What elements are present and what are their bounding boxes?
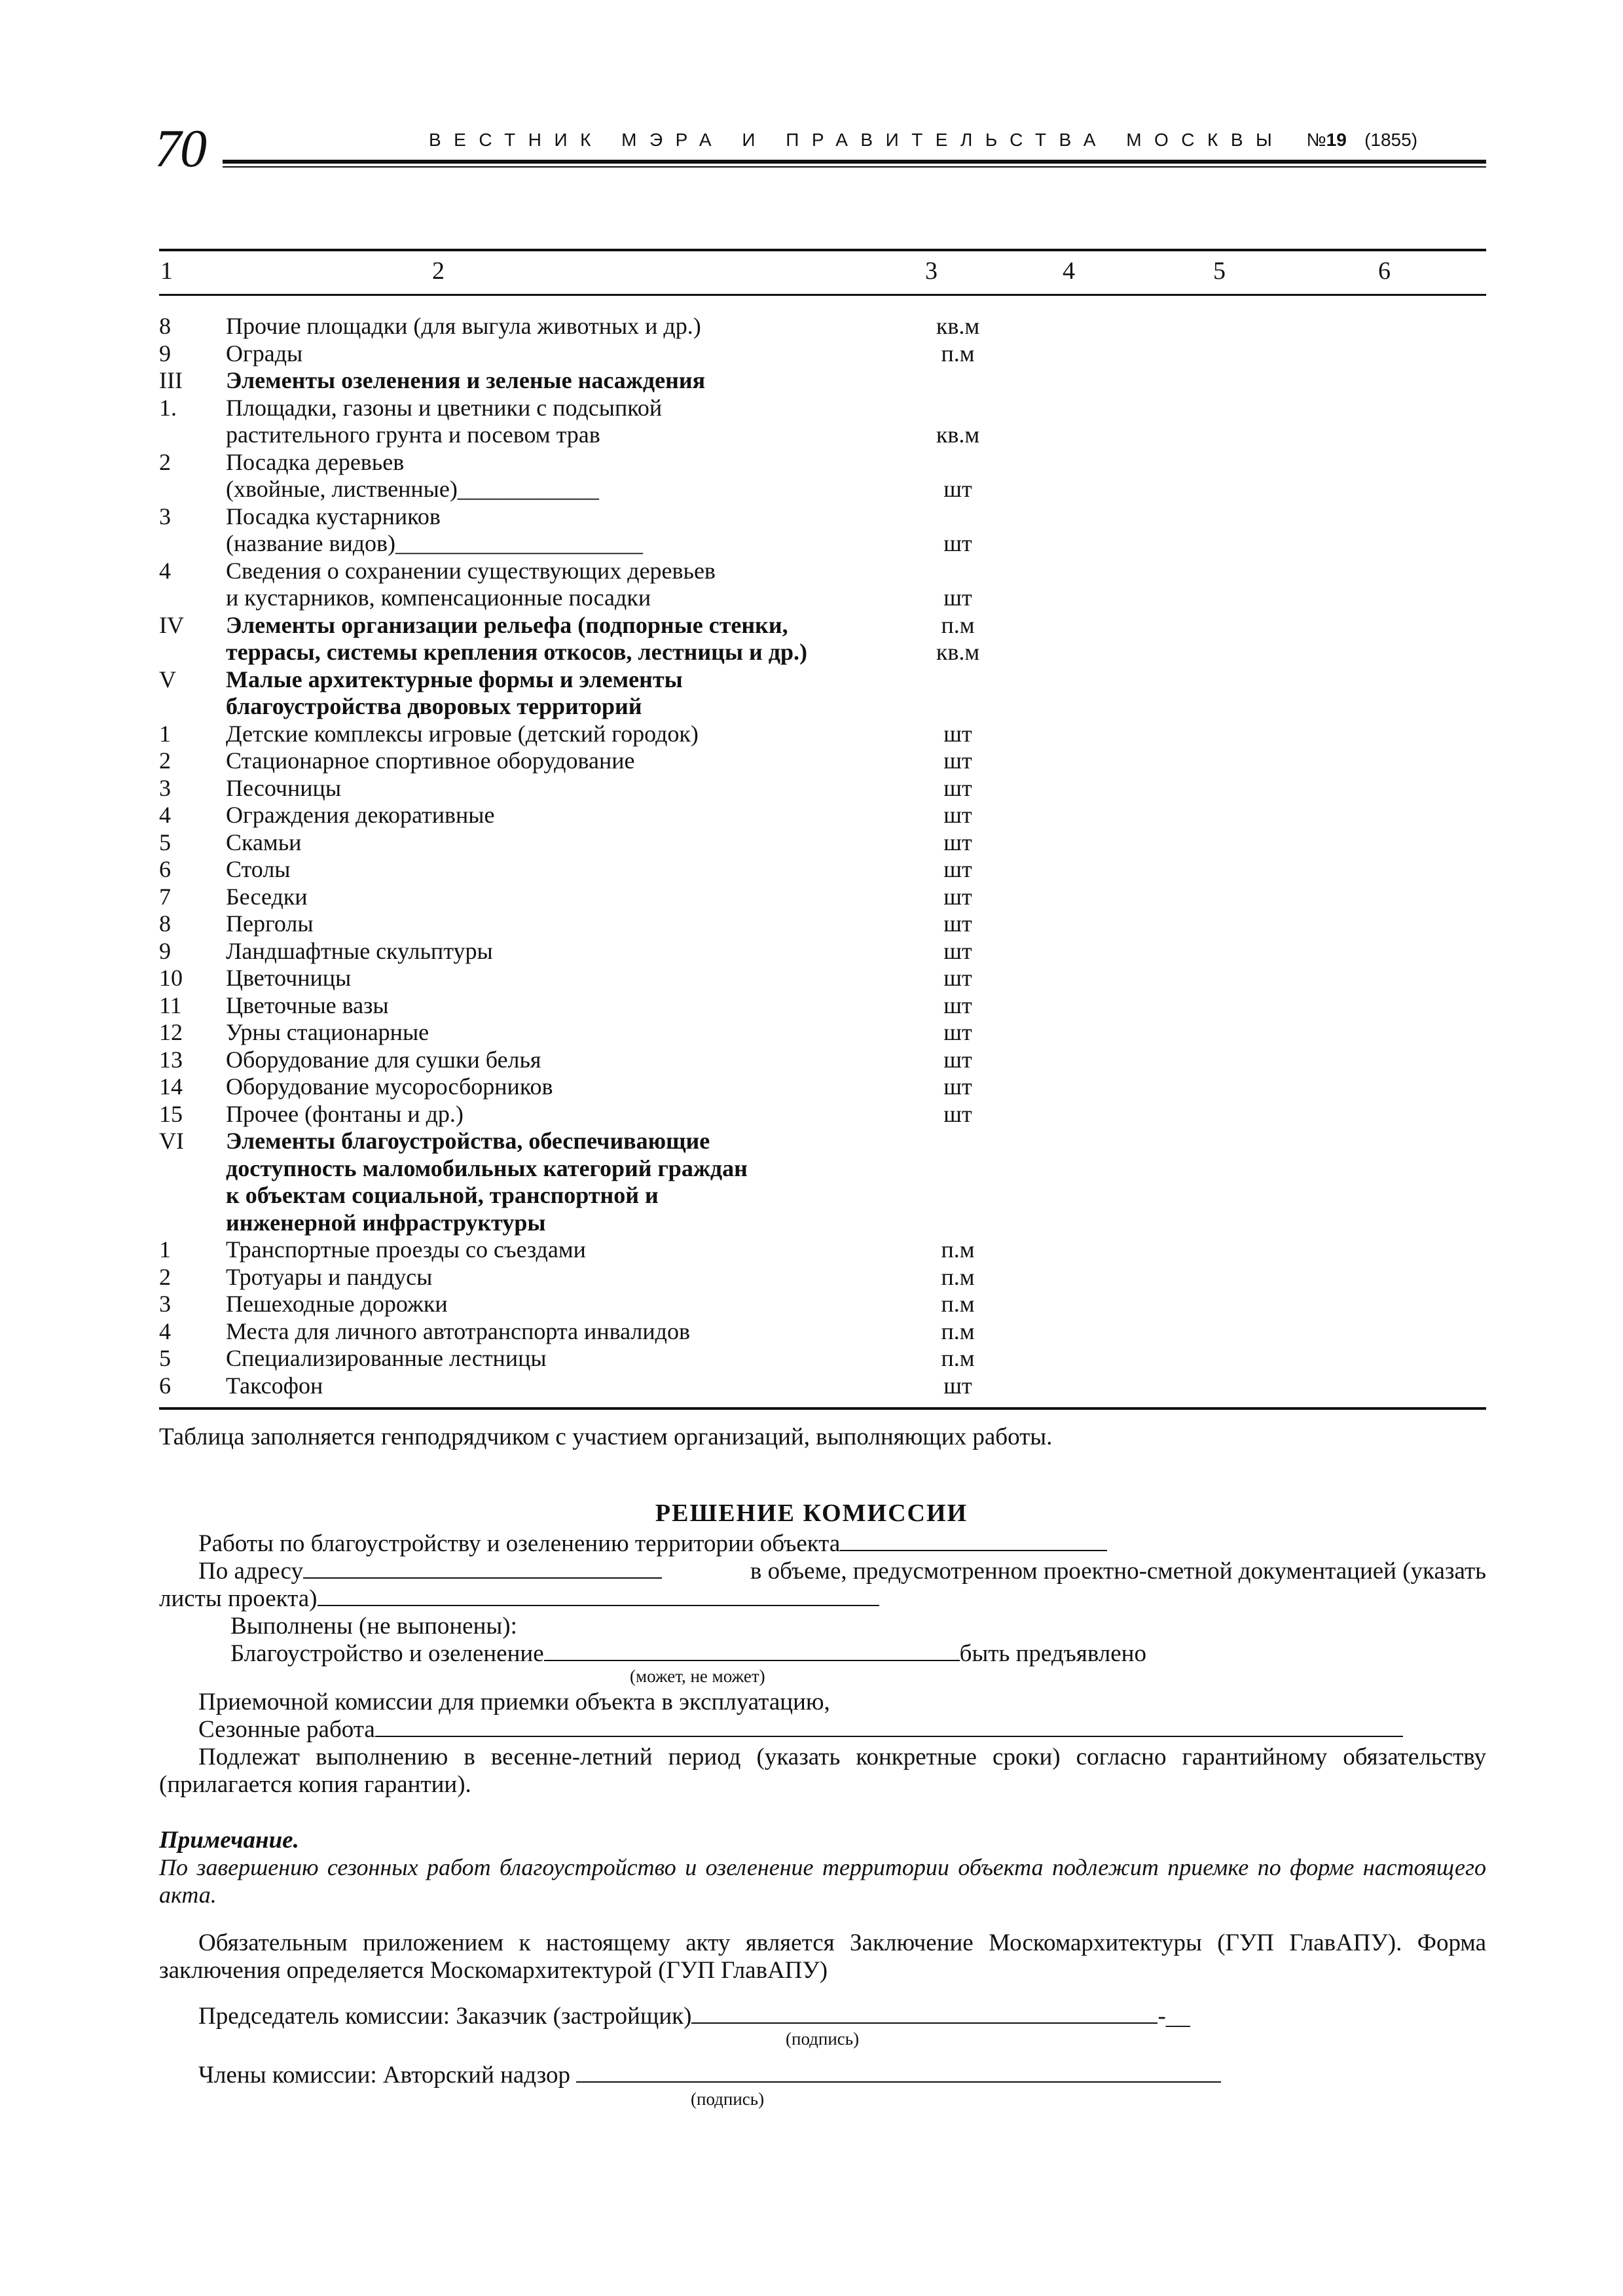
table-row	[159, 1182, 1486, 1210]
row-number: 1	[159, 720, 171, 747]
table-bottom-border	[159, 1407, 1486, 1410]
row-number: III	[159, 367, 183, 393]
column-header-3: 3	[925, 257, 938, 285]
row-number: 3	[159, 774, 171, 801]
row-description: Оборудование мусоросборников	[226, 1073, 553, 1100]
table-body	[159, 313, 1486, 1399]
row-unit: шт	[943, 829, 972, 855]
row-description: Детские комплексы игровые (детский городок)	[226, 720, 699, 747]
object-blank	[840, 1530, 1107, 1551]
table-row	[159, 938, 1486, 965]
table-row	[159, 856, 1486, 884]
table-row	[159, 775, 1486, 802]
chair-label: Председатель комиссии: Заказчик (застройщик)	[198, 2003, 692, 2030]
column-header-5: 5	[1213, 257, 1226, 285]
row-description: и кустарников, компенсационные посадки	[226, 584, 651, 611]
table-row	[159, 992, 1486, 1020]
table-row	[159, 1372, 1486, 1400]
table-row	[159, 584, 1486, 612]
row-description: Элементы озеленения и зеленые насаждения	[226, 367, 706, 393]
row-unit: шт	[943, 1100, 972, 1127]
row-description: Урны стационарные	[226, 1019, 429, 1045]
table-row	[159, 1019, 1486, 1047]
row-number: 3	[159, 503, 171, 529]
members-label: Члены комиссии: Авторский надзор	[198, 2062, 571, 2089]
row-unit: шт	[943, 992, 972, 1018]
row-unit: п.м	[941, 1236, 975, 1263]
presented-text: быть предъявлено	[959, 1640, 1146, 1667]
row-description: Малые архитектурные формы и элементы	[226, 666, 683, 692]
row-number: VI	[159, 1128, 184, 1154]
row-number: 4	[159, 1318, 171, 1344]
landscaping-label: Благоустройство и озеленение	[230, 1640, 544, 1667]
row-number: 4	[159, 802, 171, 828]
members-signature-line	[198, 2062, 1221, 2089]
row-unit: кв.м	[936, 639, 980, 665]
note-body: По завершению сезонных работ благоустройство и озеленение территории объекта подлежит приемке по форме настоящего акта.	[159, 1854, 1486, 1908]
decision-line-sheets	[159, 1585, 879, 1613]
row-unit: шт	[943, 802, 972, 828]
journal-header	[429, 131, 1489, 149]
subject-to-text: Подлежат выполнению в весенне-летний период (указать конкретные сроки) согласно гарантийному обязательству (прилагается копия гарантии).	[159, 1744, 1486, 1798]
row-unit: шт	[943, 883, 972, 910]
row-description: инженерной инфраструктуры	[226, 1209, 546, 1236]
decision-line-seasonal	[198, 1716, 1403, 1744]
row-number: 5	[159, 829, 171, 855]
table-row	[159, 476, 1486, 503]
table-row	[159, 558, 1486, 585]
row-description: Скамьи	[226, 829, 302, 855]
column-header-6: 6	[1378, 257, 1391, 285]
row-description: Цветочницы	[226, 965, 352, 991]
address-blank	[303, 1558, 662, 1579]
table-row	[159, 313, 1486, 340]
row-unit: шт	[943, 720, 972, 747]
table-row	[159, 666, 1486, 694]
row-description: к объектам социальной, транспортной и	[226, 1182, 659, 1208]
header-rule-thin	[223, 166, 1486, 168]
row-unit: шт	[943, 1046, 972, 1073]
table-row	[159, 829, 1486, 857]
row-number: 9	[159, 340, 171, 367]
table-row	[159, 530, 1486, 558]
table-row	[159, 1155, 1486, 1183]
table-row	[159, 395, 1486, 422]
table-row	[159, 910, 1486, 938]
page-number: 70	[155, 118, 206, 178]
members-blank	[576, 2062, 1221, 2083]
table-row	[159, 1073, 1486, 1101]
row-number: 11	[159, 992, 182, 1018]
issue-number: 19	[1326, 130, 1347, 150]
row-number: IV	[159, 611, 184, 638]
table-row	[159, 449, 1486, 476]
row-number: 4	[159, 557, 171, 584]
table-footnote: Таблица заполняется генподрядчиком с участием организаций, выполняющих работы.	[159, 1424, 1053, 1450]
table-row	[159, 367, 1486, 395]
row-unit: кв.м	[936, 313, 980, 339]
row-description: Таксофон	[226, 1372, 323, 1399]
address-label: По адресу	[198, 1558, 303, 1585]
table-row	[159, 1047, 1486, 1074]
table-row	[159, 1101, 1486, 1128]
header-rule	[223, 160, 1486, 164]
row-description: Столы	[226, 856, 291, 882]
row-unit: шт	[943, 530, 972, 556]
decision-line-landscaping	[230, 1640, 1146, 1668]
table-row	[159, 884, 1486, 911]
row-number: 2	[159, 448, 171, 475]
row-number: 10	[159, 965, 183, 991]
row-unit: п.м	[941, 1345, 975, 1371]
table-row	[159, 802, 1486, 829]
row-description: Площадки, газоны и цветники с подсыпкой	[226, 394, 663, 421]
row-description: Посадка кустарников	[226, 503, 441, 529]
issue-paren: (1855)	[1364, 130, 1418, 150]
note-heading: Примечание.	[159, 1827, 299, 1854]
row-description: Элементы организации рельефа (подпорные стенки,	[226, 611, 788, 638]
row-description: Места для личного автотранспорта инвалидов	[226, 1318, 690, 1344]
row-unit: п.м	[941, 340, 975, 367]
table-row	[159, 965, 1486, 992]
row-description: Прочее (фонтаны и др.)	[226, 1100, 464, 1127]
row-number: 9	[159, 937, 171, 964]
sheets-blank	[318, 1585, 879, 1606]
issue-prefix: №	[1306, 130, 1326, 150]
table-top-border	[159, 249, 1486, 251]
row-description: Посадка деревьев	[226, 448, 405, 475]
row-description: Перголы	[226, 910, 314, 937]
row-description: доступность маломобильных категорий граждан	[226, 1155, 748, 1181]
row-unit: шт	[943, 910, 972, 937]
row-description: Цветочные вазы	[226, 992, 389, 1018]
row-unit: шт	[943, 584, 972, 611]
members-signature-hint: (подпись)	[691, 2089, 765, 2109]
column-header-4: 4	[1063, 257, 1075, 285]
row-unit: шт	[943, 937, 972, 964]
row-number: 1.	[159, 394, 177, 421]
row-description: Транспортные проезды со съездами	[226, 1236, 586, 1263]
row-unit: шт	[943, 476, 972, 502]
row-description: Ограды	[226, 340, 303, 367]
row-description: Прочие площадки (для выгула животных и др.)	[226, 313, 701, 339]
commission-line: Приемочной комиссии для приемки объекта в эксплуатацию,	[198, 1689, 830, 1715]
landscaping-blank	[544, 1640, 960, 1661]
row-unit: шт	[943, 1019, 972, 1045]
chair-signature-hint: (подпись)	[786, 2029, 860, 2049]
table-row	[159, 1264, 1486, 1291]
seasonal-blank	[375, 1716, 1403, 1737]
row-number: 12	[159, 1019, 183, 1045]
table-row	[159, 639, 1486, 666]
may-hint: (может, не может)	[630, 1666, 765, 1686]
sheets-label: листы проекта)	[159, 1585, 318, 1612]
row-number: 5	[159, 1345, 171, 1371]
table-row	[159, 422, 1486, 449]
completed-label: Выполнены (не выпонены):	[230, 1613, 517, 1640]
row-number: V	[159, 666, 176, 692]
row-description: Оборудование для сушки белья	[226, 1046, 541, 1073]
row-unit: шт	[943, 856, 972, 882]
table-row	[159, 721, 1486, 748]
table-row	[159, 1318, 1486, 1346]
row-unit: кв.м	[936, 422, 980, 448]
row-description: Элементы благоустройства, обеспечивающие	[226, 1128, 710, 1154]
table-row	[159, 1345, 1486, 1372]
row-description: Ландшафтные скульптуры	[226, 937, 493, 964]
chair-signature-line	[198, 2003, 1190, 2030]
row-number: 3	[159, 1291, 171, 1317]
row-unit: шт	[943, 1073, 972, 1100]
row-description: (хвойные, лиственные)____________	[226, 476, 599, 502]
row-description: благоустройства дворовых территорий	[226, 693, 642, 719]
table-row	[159, 503, 1486, 531]
row-description: террасы, системы крепления откосов, лестницы и др.)	[226, 639, 807, 665]
row-description: Сведения о сохранении существующих деревьев	[226, 557, 716, 584]
row-number: 2	[159, 1263, 171, 1290]
row-number: 6	[159, 1372, 171, 1399]
row-unit: п.м	[941, 1291, 975, 1317]
row-description: (название видов)_____________________	[226, 530, 644, 556]
table-row	[159, 1291, 1486, 1318]
seasonal-label: Сезонные работа	[198, 1716, 375, 1743]
row-description: Пешеходные дорожки	[226, 1291, 448, 1317]
row-number: 8	[159, 313, 171, 339]
row-description: растительного грунта и посевом трав	[226, 422, 600, 448]
attachment-text: Обязательным приложением к настоящему акту является Заключение Москомархитектуры (ГУП ГлавАПУ). Форма заключения определяется Москомархитектурой (ГУП ГлавАПУ)	[159, 1929, 1486, 1984]
row-description: Песочницы	[226, 774, 342, 801]
row-description: Стационарное спортивное оборудование	[226, 747, 635, 774]
table-row	[159, 1210, 1486, 1237]
row-number: 13	[159, 1046, 183, 1073]
table-row	[159, 340, 1486, 368]
row-unit: шт	[943, 965, 972, 991]
volume-text: в объеме, предусмотренном проектно-сметной документацией (указать	[750, 1558, 1486, 1585]
row-number: 14	[159, 1073, 183, 1100]
decision-title: РЕШЕНИЕ КОМИССИИ	[655, 1499, 968, 1527]
row-description: Тротуары и пандусы	[226, 1263, 433, 1290]
column-header-1: 1	[160, 257, 173, 285]
row-unit: п.м	[941, 1263, 975, 1290]
table-row	[159, 747, 1486, 775]
row-number: 6	[159, 856, 171, 882]
table-row	[159, 693, 1486, 721]
row-description: Специализированные лестницы	[226, 1345, 547, 1371]
row-description: Беседки	[226, 883, 308, 910]
row-number: 2	[159, 747, 171, 774]
chair-blank	[691, 2003, 1158, 2024]
row-unit: п.м	[941, 611, 975, 638]
row-number: 8	[159, 910, 171, 937]
row-description: Ограждения декоративные	[226, 802, 495, 828]
row-unit: шт	[943, 774, 972, 801]
row-number: 1	[159, 1236, 171, 1263]
journal-title: ВЕСТНИК МЭРА И ПРАВИТЕЛЬСТВА МОСКВЫ	[429, 130, 1285, 150]
decision-line-address	[198, 1558, 1486, 1585]
table-header-border	[159, 294, 1486, 296]
row-unit: шт	[943, 747, 972, 774]
decision-line1-label: Работы по благоустройству и озеленению территории объекта	[198, 1530, 841, 1557]
chair-dash: -__	[1158, 2003, 1190, 2030]
column-header-2: 2	[432, 257, 445, 285]
decision-line-object	[198, 1530, 1107, 1558]
table-row	[159, 1236, 1486, 1264]
table-row	[159, 1128, 1486, 1155]
row-number: 15	[159, 1100, 183, 1127]
row-number: 7	[159, 883, 171, 910]
row-unit: п.м	[941, 1318, 975, 1344]
table-row	[159, 612, 1486, 639]
row-unit: шт	[943, 1372, 972, 1399]
